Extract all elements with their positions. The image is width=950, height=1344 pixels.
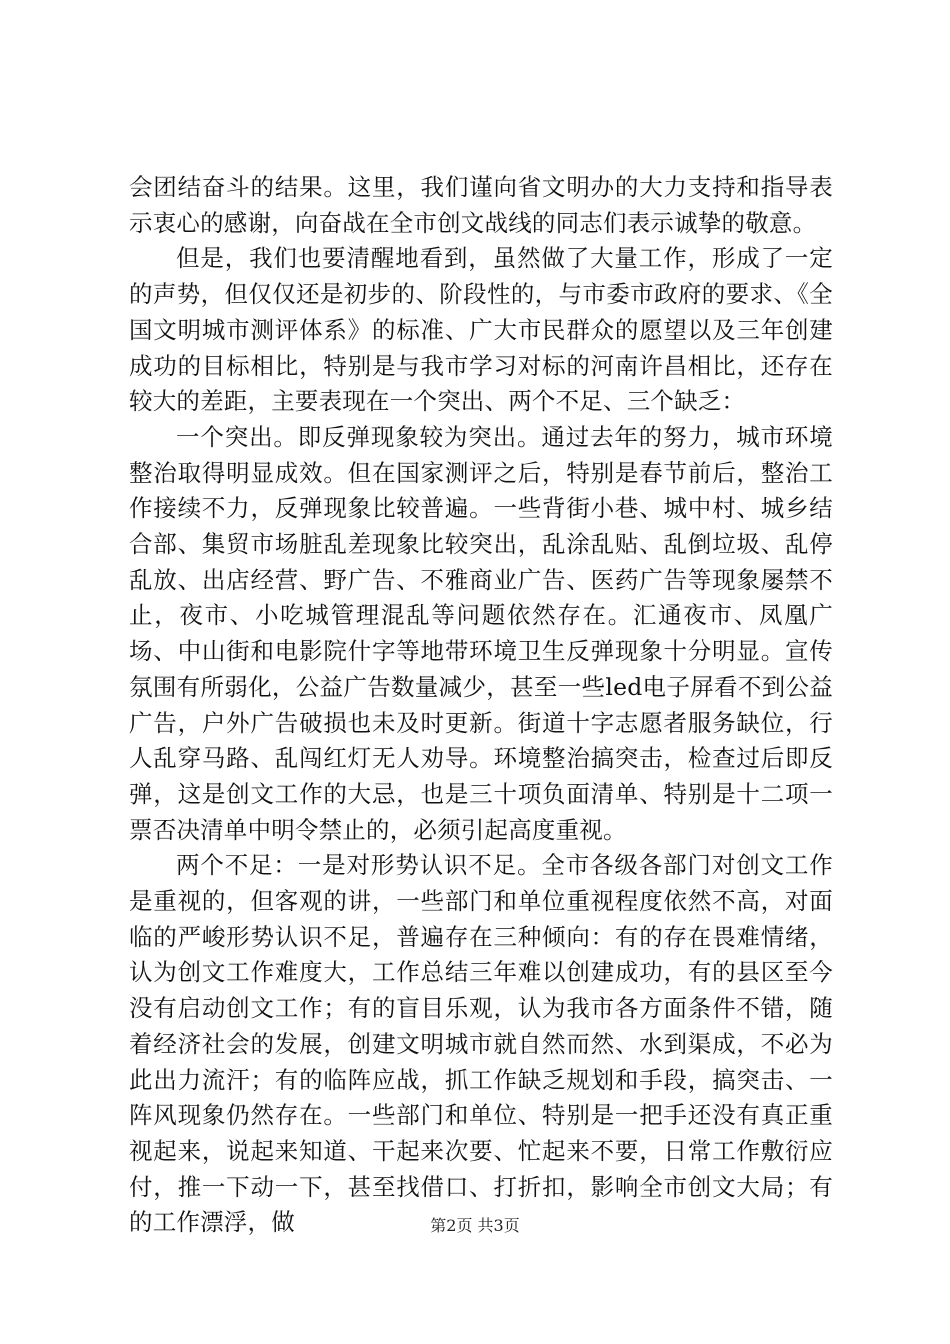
paragraph-one-prominent: 一个突出。即反弹现象较为突出。通过去年的努力，城市环境整治取得明显成效。但在国家测评之后，特别是春节前后，整治工作接续不力，反弹现象比较普遍。一些背街小巷、城中村、城乡结合部、集贸市场脏乱差现象比较突出，乱涂乱贴、乱倒垃圾、乱停乱放、出店经营、野广告、不雅商业广告、医药广告等现象屡禁不止，夜市、小吃城管理混乱等问题依然存在。汇通夜市、凤凰广场、中山街和电影院什字等地带环境卫生反弹现象十分明显。宣传氛围有所弱化，公益广告数量减少，甚至一些led电子屏看不到公益广告，户外广告破损也未及时更新。街道十字志愿者服务缺位，行人乱穿马路、乱闯红灯无人劝导。环境整治搞突击，检查过后即反弹，这是创文工作的大忌，也是三十项负面清单、特别是十二项一票否决清单中明令禁止的，必须引起高度重视。: [129, 422, 833, 844]
paragraph-continuation: 会团结奋斗的结果。这里，我们谨向省文明办的大力支持和指导表示衷心的感谢，向奋战在全市创文战线的同志们表示诚挚的敬意。: [129, 173, 833, 237]
paragraph-two-shortfalls: 两个不足：一是对形势认识不足。全市各级各部门对创文工作是重视的，但客观的讲，一些部门和单位重视程度依然不高，对面临的严峻形势认识不足，普遍存在三种倾向：有的存在畏难情绪，认为创文工作难度大，工作总结三年难以创建成功，有的县区至今没有启动创文工作；有的盲目乐观，认为我市各方面条件不错，随着经济社会的发展，创建文明城市就自然而然、水到渠成，不必为此出力流汗；有的临阵应战，抓工作缺乏规划和手段，搞突击、一阵风现象仍然存在。一些部门和单位、特别是一把手还没有真正重视起来，说起来知道、干起来次要、忙起来不要，日常工作敷衍应付，推一下动一下，甚至找借口、打折扣，影响全市创文大局；有的工作漂浮，做: [129, 851, 833, 1237]
paragraph-gap-overview: 但是，我们也要清醒地看到，虽然做了大量工作，形成了一定的声势，但仅仅还是初步的、阶段性的，与市委市政府的要求、《全国文明城市测评体系》的标准、广大市民群众的愿望以及三年创建成功的目标相比，特别是与我市学习对标的河南许昌相比，还存在较大的差距，主要表现在一个突出、两个不足、三个缺乏：: [129, 244, 833, 416]
page-footer: 第2页 共3页: [430, 1216, 520, 1235]
document-body: [129, 170, 833, 1241]
